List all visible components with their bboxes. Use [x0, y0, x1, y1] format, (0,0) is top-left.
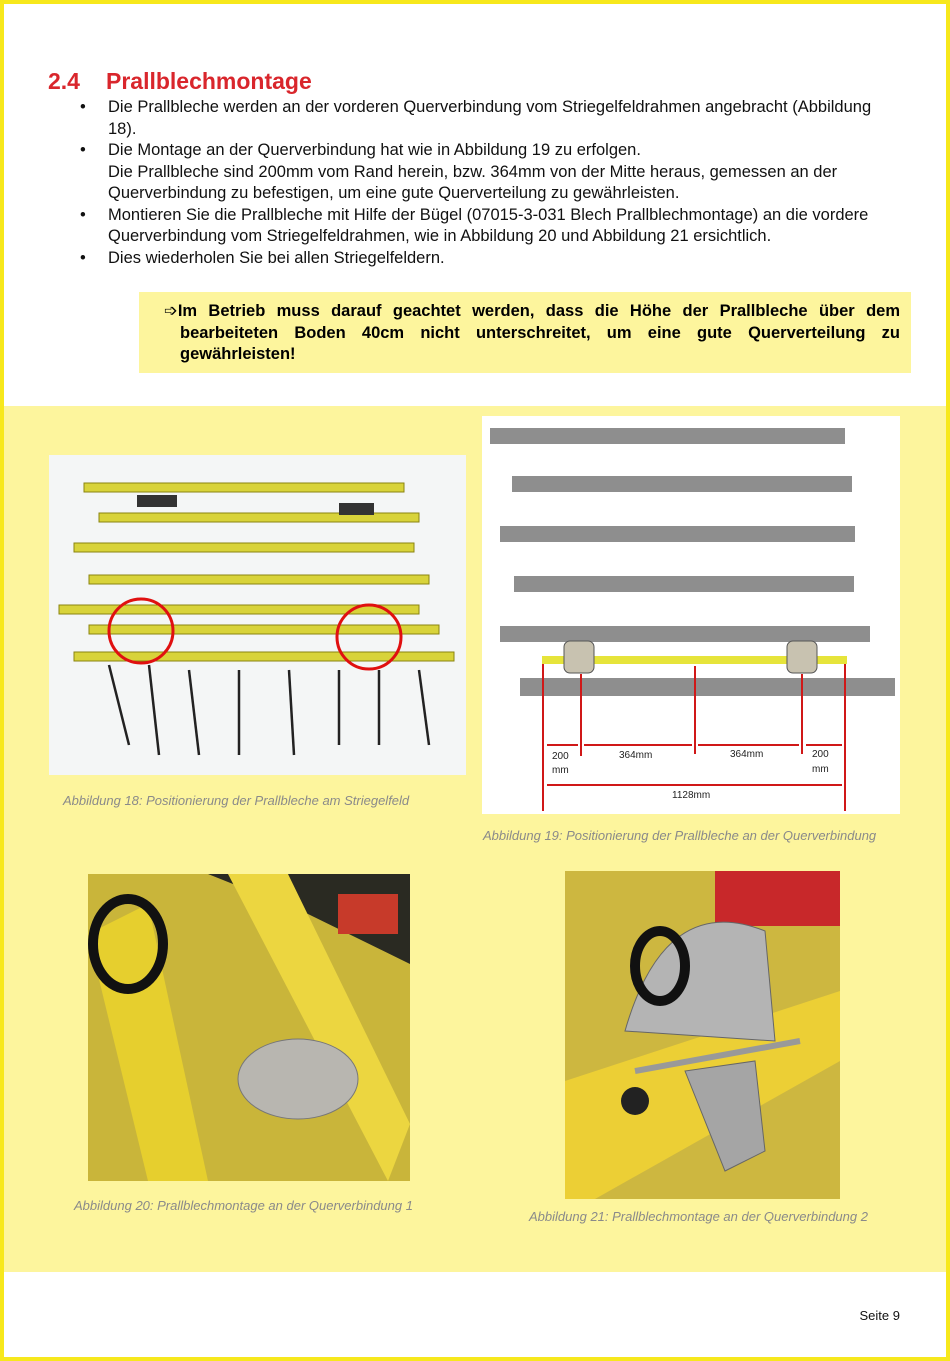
list-item-continuation: Die Prallbleche sind 200mm vom Rand herein, bzw. 364mm von der Mitte heraus, gemessen an der Querverbindung zu befestigen, um eine gute Querverteilung zu gewährleisten.: [108, 162, 838, 202]
figure-21-caption: Abbildung 21: Prallblechmontage an der Querverbindung 2: [529, 1209, 868, 1224]
baffle-mount-photo-2: [565, 871, 840, 1199]
section-number: 2.4: [48, 68, 80, 94]
dim-right: 200: [812, 749, 829, 760]
figure-20-photo: [88, 874, 410, 1181]
instruction-list: [80, 97, 900, 269]
figure-20-caption: Abbildung 20: Prallblechmontage an der Querverbindung 1: [74, 1198, 413, 1213]
baffle-mount-photo-1: [88, 874, 410, 1181]
list-item: • Die Prallbleche werden an der vorderen Querverbindung vom Striegelfeldrahmen angebracht (Abbildung 18).: [80, 97, 900, 140]
crossbar-dimension-diagram: [482, 416, 900, 814]
figure-19-image: [482, 416, 900, 814]
warning-text: Im Betrieb muss darauf geachtet werden, dass die Höhe der Prallbleche über dem bearbeiteten Boden 40cm nicht unterschreitet, um eine gute Querverteilung zu gewährleisten!: [177, 302, 900, 363]
list-item: • Die Montage an der Querverbindung hat wie in Abbildung 19 zu erfolgen.: [80, 140, 900, 162]
dim-mid-right: 364mm: [730, 749, 764, 760]
page-number: Seite 9: [859, 1308, 900, 1323]
figure-18-caption: Abbildung 18: Positionierung der Prallbleche am Striegelfeld: [63, 793, 410, 808]
section-heading: [48, 68, 312, 95]
figure-18-image: [49, 455, 466, 775]
section-title: Prallblechmontage: [106, 68, 312, 94]
dim-right-unit: mm: [812, 764, 829, 775]
dim-left-unit: mm: [552, 765, 569, 776]
list-item: • Dies wiederholen Sie bei allen Striegelfeldern.: [80, 248, 900, 270]
arrow-right-outline-icon: ➩: [164, 302, 178, 320]
list-item: • Montieren Sie die Prallbleche mit Hilfe der Bügel (07015-3-031 Blech Prallblechmontage) an die vordere Querverbindung vom Striegelfeldrahmen, wie in Abbildung 20 und Abbildung 21 ersichtlich.: [80, 205, 900, 248]
dim-mid-left: 364mm: [619, 750, 653, 761]
figure-19-caption: Abbildung 19: Positionierung der Prallbleche an der Querverbindung: [483, 828, 877, 843]
harrow-frame-illustration: [49, 455, 466, 775]
dim-left: 200: [552, 751, 569, 762]
dim-total: 1128mm: [672, 790, 711, 801]
figure-21-photo: [565, 871, 840, 1199]
warning-note: [139, 292, 911, 373]
